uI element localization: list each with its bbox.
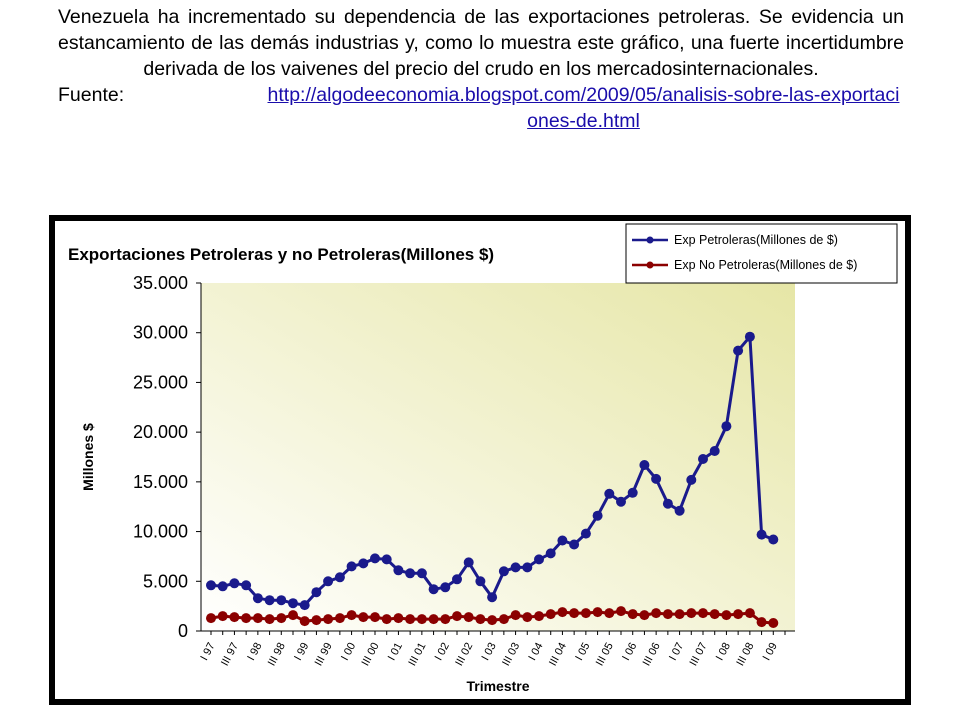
- data-point-series-1: [253, 613, 263, 623]
- data-point-series-0: [475, 576, 485, 586]
- x-tick-label: I 02: [432, 640, 452, 663]
- data-point-series-0: [347, 561, 357, 571]
- legend-marker-petroleras: [647, 237, 654, 244]
- data-point-series-0: [639, 460, 649, 470]
- data-point-series-0: [358, 558, 368, 568]
- data-point-series-0: [733, 346, 743, 356]
- data-point-series-1: [721, 610, 731, 620]
- data-point-series-0: [534, 554, 544, 564]
- x-tick-label: III 08: [734, 640, 757, 669]
- data-point-series-0: [229, 578, 239, 588]
- data-point-series-1: [265, 614, 275, 624]
- data-point-series-0: [464, 557, 474, 567]
- x-tick-label: III 05: [593, 640, 616, 669]
- data-point-series-1: [206, 613, 216, 623]
- data-point-series-1: [569, 608, 579, 618]
- y-tick-label: 35.000: [132, 273, 188, 293]
- data-point-series-0: [522, 562, 532, 572]
- x-tick-label: I 06: [620, 640, 640, 663]
- data-point-series-0: [721, 421, 731, 431]
- x-tick-label: III 99: [312, 640, 335, 669]
- data-point-series-0: [581, 529, 591, 539]
- data-point-series-0: [686, 475, 696, 485]
- data-point-series-0: [675, 506, 685, 516]
- legend: [626, 224, 897, 283]
- y-axis-title: Millones $: [80, 423, 96, 491]
- y-tick-label: 10.000: [132, 521, 188, 542]
- data-point-series-0: [253, 593, 263, 603]
- data-point-series-1: [499, 614, 509, 624]
- chart-title: Exportaciones Petroleras y no Petroleras(Millones $): [68, 245, 495, 264]
- data-point-series-1: [323, 614, 333, 624]
- x-tick-label: III 04: [546, 640, 570, 669]
- data-point-series-1: [511, 610, 521, 620]
- data-point-series-0: [218, 581, 228, 591]
- data-point-series-1: [229, 612, 239, 622]
- data-point-series-1: [393, 613, 403, 623]
- data-point-series-1: [757, 617, 767, 627]
- data-point-series-1: [698, 608, 708, 618]
- data-point-series-0: [757, 530, 767, 540]
- source-line: [58, 82, 904, 134]
- x-tick-label: I 01: [385, 640, 406, 663]
- data-point-series-0: [745, 332, 755, 342]
- x-tick-label: I 08: [713, 640, 734, 663]
- data-point-series-0: [206, 580, 216, 590]
- y-tick-label: 20.000: [132, 422, 188, 443]
- data-point-series-0: [393, 565, 403, 575]
- x-tick-label: I 99: [292, 640, 312, 663]
- data-point-series-0: [616, 497, 626, 507]
- data-point-series-0: [300, 600, 310, 610]
- data-point-series-0: [651, 474, 661, 484]
- data-point-series-1: [475, 614, 485, 624]
- data-point-series-1: [663, 609, 673, 619]
- data-point-series-0: [628, 488, 638, 498]
- data-point-series-1: [522, 612, 532, 622]
- x-tick-label: I 05: [573, 640, 593, 663]
- x-tick-label: III 07: [687, 640, 710, 669]
- x-tick-label: III 06: [640, 640, 663, 669]
- data-point-series-1: [639, 610, 649, 620]
- y-tick-label: 5.000: [142, 571, 188, 592]
- data-point-series-0: [569, 540, 579, 550]
- data-point-series-1: [546, 609, 556, 619]
- data-point-series-0: [768, 535, 778, 545]
- data-point-series-0: [265, 595, 275, 605]
- data-point-series-1: [440, 614, 450, 624]
- data-point-series-0: [417, 568, 427, 578]
- data-point-series-0: [323, 576, 333, 586]
- data-point-series-0: [370, 553, 380, 563]
- data-point-series-1: [710, 609, 720, 619]
- data-point-series-0: [698, 454, 708, 464]
- x-tick-label: I 09: [760, 640, 780, 663]
- legend-marker-no-petroleras: [647, 262, 654, 269]
- source-link[interactable]: http://algodeeconomia.blogspot.com/2009/05/analisis-sobre-las-exportaciones-de.html: [267, 84, 900, 132]
- data-point-series-1: [335, 613, 345, 623]
- data-point-series-0: [452, 574, 462, 584]
- legend-label-petroleras: Exp Petroleras(Millones de $): [674, 233, 838, 247]
- y-tick-label: 0: [177, 621, 188, 641]
- data-point-series-0: [710, 446, 720, 456]
- data-point-series-0: [241, 580, 251, 590]
- data-point-series-1: [417, 614, 427, 624]
- data-point-series-1: [487, 615, 497, 625]
- x-tick-label: I 03: [479, 640, 499, 663]
- x-tick-label: I 07: [667, 640, 687, 663]
- x-tick-label: I 98: [245, 640, 265, 663]
- data-point-series-1: [675, 609, 685, 619]
- data-point-series-1: [628, 609, 638, 619]
- data-point-series-1: [241, 613, 251, 623]
- x-axis: [198, 631, 795, 668]
- data-point-series-1: [616, 606, 626, 616]
- data-point-series-0: [487, 592, 497, 602]
- x-tick-label: III 03: [500, 640, 523, 669]
- data-point-series-1: [347, 610, 357, 620]
- data-point-series-0: [382, 554, 392, 564]
- data-point-series-0: [429, 584, 439, 594]
- intro-paragraph: Venezuela ha incrementado su dependencia de las exportaciones petroleras. Se evidencia un estancamiento de las demás industrias y, como lo muestra este gráfico, una fuerte incertidumbre derivada de los vaivenes del precio del crudo en los mercadosinternacionales.: [58, 6, 904, 80]
- data-point-series-1: [288, 610, 298, 620]
- x-tick-label: III 01: [406, 640, 429, 669]
- data-point-series-1: [604, 608, 614, 618]
- y-tick-label: 15.000: [132, 471, 188, 492]
- data-point-series-0: [557, 536, 567, 546]
- source-label: Fuente:: [58, 84, 125, 106]
- data-point-series-0: [499, 566, 509, 576]
- data-point-series-0: [311, 587, 321, 597]
- x-axis-title: Trimestre: [466, 678, 530, 694]
- data-point-series-1: [311, 615, 321, 625]
- x-tick-label: III 97: [218, 640, 242, 669]
- data-point-series-1: [593, 607, 603, 617]
- x-tick-label: III 00: [359, 640, 382, 669]
- x-tick-label: I 97: [198, 640, 218, 663]
- data-point-series-1: [276, 613, 286, 623]
- data-point-series-1: [733, 609, 743, 619]
- data-point-series-0: [335, 572, 345, 582]
- legend-label-no-petroleras: Exp No Petroleras(Millones de $): [674, 258, 858, 272]
- data-point-series-0: [276, 595, 286, 605]
- data-point-series-1: [218, 611, 228, 621]
- data-point-series-0: [663, 499, 673, 509]
- x-tick-label: III 98: [265, 640, 288, 669]
- x-tick-label: I 00: [339, 640, 359, 663]
- data-point-series-1: [745, 608, 755, 618]
- data-point-series-1: [581, 608, 591, 618]
- data-point-series-0: [604, 489, 614, 499]
- data-point-series-1: [452, 611, 462, 621]
- data-point-series-0: [511, 562, 521, 572]
- chart-frame: [49, 215, 911, 705]
- y-tick-label: 25.000: [132, 372, 188, 393]
- x-tick-label: III 02: [453, 640, 476, 669]
- data-point-series-0: [288, 598, 298, 608]
- data-point-series-1: [358, 612, 368, 622]
- data-point-series-0: [405, 568, 415, 578]
- data-point-series-1: [405, 614, 415, 624]
- intro-text-block: [58, 4, 904, 134]
- x-tick-label: I 04: [526, 640, 546, 663]
- y-tick-label: 30.000: [132, 322, 188, 343]
- data-point-series-0: [440, 582, 450, 592]
- data-point-series-1: [382, 614, 392, 624]
- chart-svg: [55, 221, 905, 699]
- y-axis: [133, 273, 201, 641]
- data-point-series-0: [593, 511, 603, 521]
- data-point-series-1: [651, 608, 661, 618]
- data-point-series-1: [768, 618, 778, 628]
- data-point-series-1: [300, 616, 310, 626]
- data-point-series-1: [686, 608, 696, 618]
- data-point-series-1: [429, 614, 439, 624]
- data-point-series-0: [546, 548, 556, 558]
- data-point-series-1: [557, 607, 567, 617]
- data-point-series-1: [370, 612, 380, 622]
- data-point-series-1: [464, 612, 474, 622]
- data-point-series-1: [534, 611, 544, 621]
